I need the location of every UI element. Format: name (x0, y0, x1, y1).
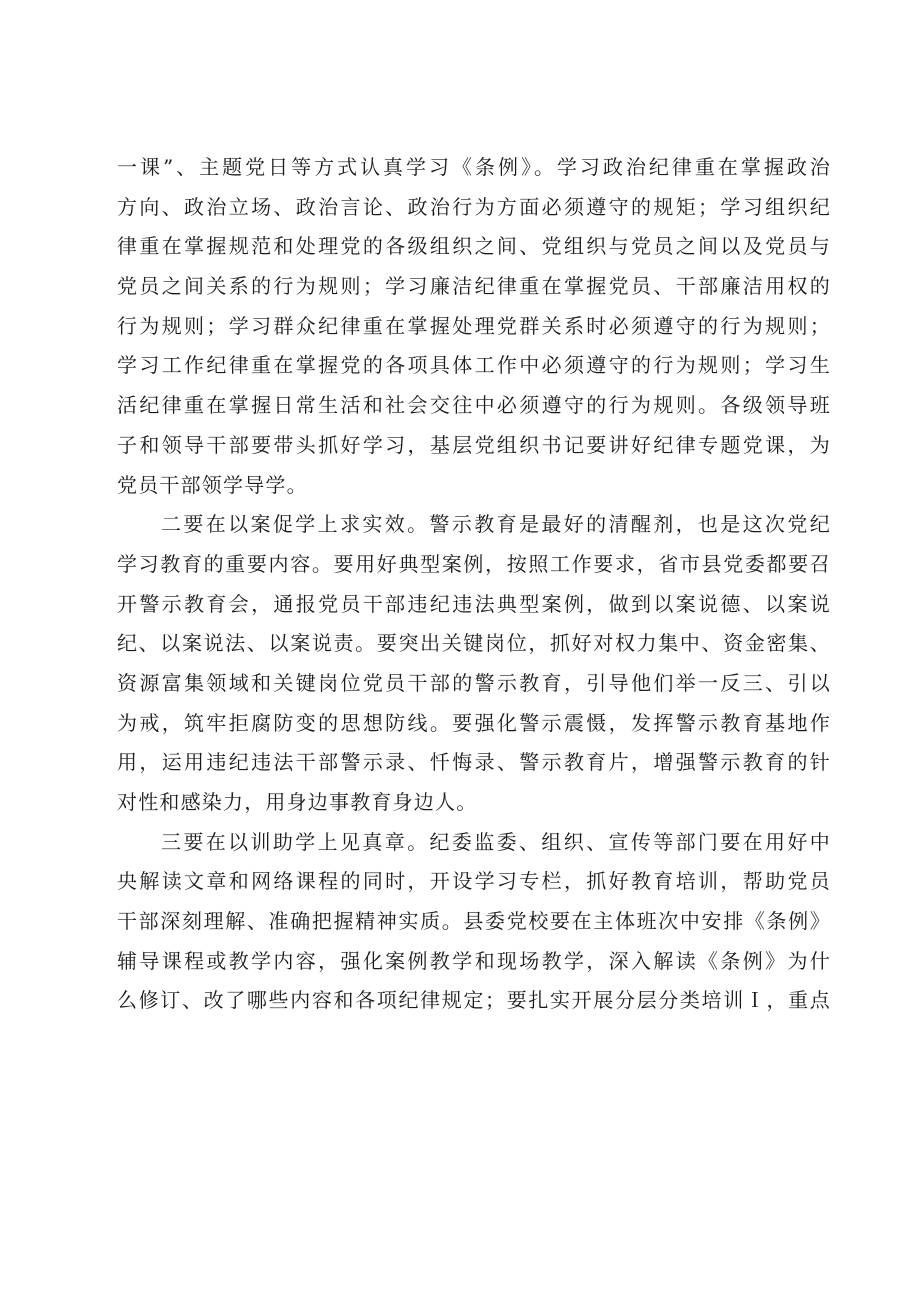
text-line: 用，运用违纪违法干部警示录、忏悔录、警示教育片，增强警示教育的针 (117, 750, 831, 775)
paragraph-3 (117, 823, 831, 1021)
text-line: 行为规则；学习群众纪律重在掌握处理党群关系时必须遵守的行为规则； (117, 313, 831, 338)
text-line: 辅导课程或教学内容，强化案例教学和现场教学，深入解读《条例》为什 (117, 948, 831, 973)
text-line: 学习工作纪律重在掌握党的各项具体工作中必须遵守的行为规则；学习生 (117, 353, 831, 378)
text-line: 子和领导干部要带头抓好学习，基层党组织书记要讲好纪律专题党课，为 (117, 432, 831, 457)
text-line: 资源富集领域和关键岗位党员干部的警示教育，引导他们举一反三、引以 (117, 670, 831, 695)
paragraph-2 (117, 505, 831, 823)
text-line: 党员之间关系的行为规则；学习廉洁纪律重在掌握党员、干部廉洁用权的 (117, 274, 831, 299)
text-line: 活纪律重在掌握日常生活和社会交往中必须遵守的行为规则。各级领导班 (117, 393, 831, 418)
text-line: 干部深刻理解、准确把握精神实质。县委党校要在主体班次中安排《条例》 (117, 909, 831, 934)
text-line: 律重在掌握规范和处理党的各级组织之间、党组织与党员之间以及党员与 (117, 234, 831, 259)
text-line: 三要在以训助学上见真章。纪委监委、组织、宣传等部门要在用好中 (161, 829, 831, 854)
text-line: 央解读文章和网络课程的同时，开设学习专栏，抓好教育培训，帮助党员 (117, 869, 831, 894)
document-body (117, 148, 831, 1021)
paragraph-1 (117, 148, 831, 505)
text-line: 一课”、主题党日等方式认真学习《条例》。学习政治纪律重在掌握政治 (117, 155, 831, 179)
text-line: 二要在以案促学上求实效。警示教育是最好的清醒剂，也是这次党纪 (161, 512, 831, 537)
text-line: 学习教育的重要内容。要用好典型案例，按照工作要求，省市县党委都要召 (117, 551, 831, 576)
text-line: 对性和感染力，用身边事教育身边人。 (117, 790, 478, 814)
text-line: 么修订、改了哪些内容和各项纪律规定；要扎实开展分层分类培训Ｉ，重点 (117, 988, 831, 1013)
text-line: 党员干部领学导学。 (117, 472, 308, 497)
text-line: 为戒，筑牢拒腐防变的思想防线。要强化警示震慑，发挥警示教育基地作 (117, 710, 831, 735)
text-line: 纪、以案说法、以案说责。要突出关键岗位，抓好对权力集中、资金密集、 (117, 631, 831, 656)
text-line: 方向、政治立场、政治言论、政治行为方面必须遵守的规矩；学习组织纪 (117, 194, 831, 219)
text-line: 开警示教育会，通报党员干部违纪违法典型案例，做到以案说德、以案说 (117, 591, 831, 616)
